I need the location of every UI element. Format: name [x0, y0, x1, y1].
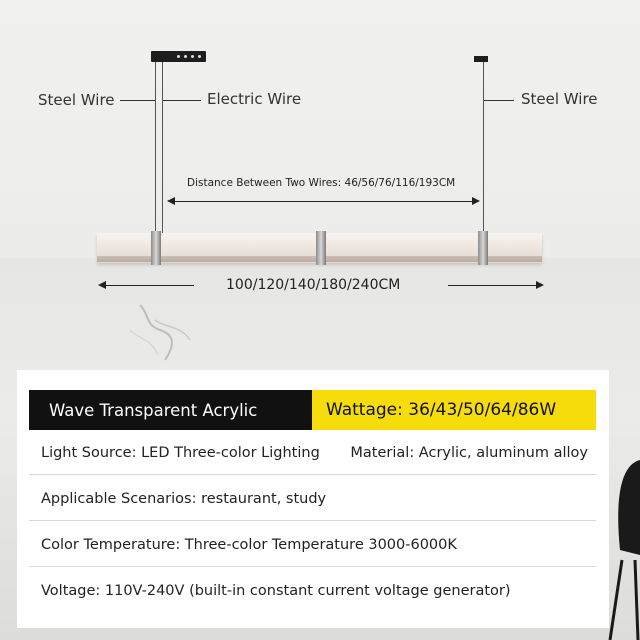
- steel-wire-right-label: Steel Wire: [521, 90, 598, 108]
- color-temperature-text: Color Temperature: Three-color Temperature 3000-6000K: [41, 536, 457, 553]
- steel-wire-left-label: Steel Wire: [38, 91, 115, 109]
- light-source-text: Light Source: LED Three-color Lighting: [41, 444, 320, 461]
- electric-wire: [162, 62, 163, 234]
- ceiling-anchor: [474, 56, 488, 62]
- ceiling-canopy: [151, 51, 206, 62]
- length-arrow-left: [98, 281, 106, 289]
- spec-table: [17, 370, 609, 628]
- distance-arrow-left: [167, 197, 175, 205]
- marble-vein: [120, 300, 210, 370]
- length-dimension-line-right: [448, 285, 540, 286]
- scenarios-text: Applicable Scenarios: restaurant, study: [41, 490, 327, 507]
- lamp-clip-middle: [316, 231, 326, 265]
- spec-row-scenarios: [29, 477, 596, 521]
- voltage-text: Voltage: 110V-240V (built-in constant current voltage generator): [41, 583, 511, 599]
- distance-between-wires-label: Distance Between Two Wires: 46/56/76/116/193CM: [187, 177, 456, 189]
- material-text: Material: Acrylic, aluminum alloy: [350, 444, 588, 461]
- spec-row-light-source: [29, 431, 596, 475]
- distance-arrow-right: [472, 197, 480, 205]
- electric-wire-callout: [163, 100, 201, 101]
- spec-row-voltage: [29, 569, 596, 613]
- length-dimension-line-left: [100, 285, 194, 286]
- steel-wire-right: [483, 62, 484, 234]
- steel-wire-left: [155, 62, 156, 234]
- product-name: Wave Transparent Acrylic: [29, 390, 312, 430]
- spec-row-color-temperature: [29, 523, 596, 567]
- steel-wire-left-callout: [120, 100, 155, 101]
- lamp-length-label: 100/120/140/180/240CM: [226, 277, 401, 293]
- spec-header: [29, 390, 596, 430]
- electric-wire-label: Electric Wire: [207, 90, 302, 108]
- steel-wire-right-callout: [484, 100, 514, 101]
- lamp-clip-left: [151, 231, 161, 265]
- wattage-badge: Wattage: 36/43/50/64/86W: [312, 390, 596, 430]
- distance-dimension-line: [170, 201, 476, 202]
- lamp-clip-right: [478, 231, 488, 265]
- length-arrow-right: [536, 281, 544, 289]
